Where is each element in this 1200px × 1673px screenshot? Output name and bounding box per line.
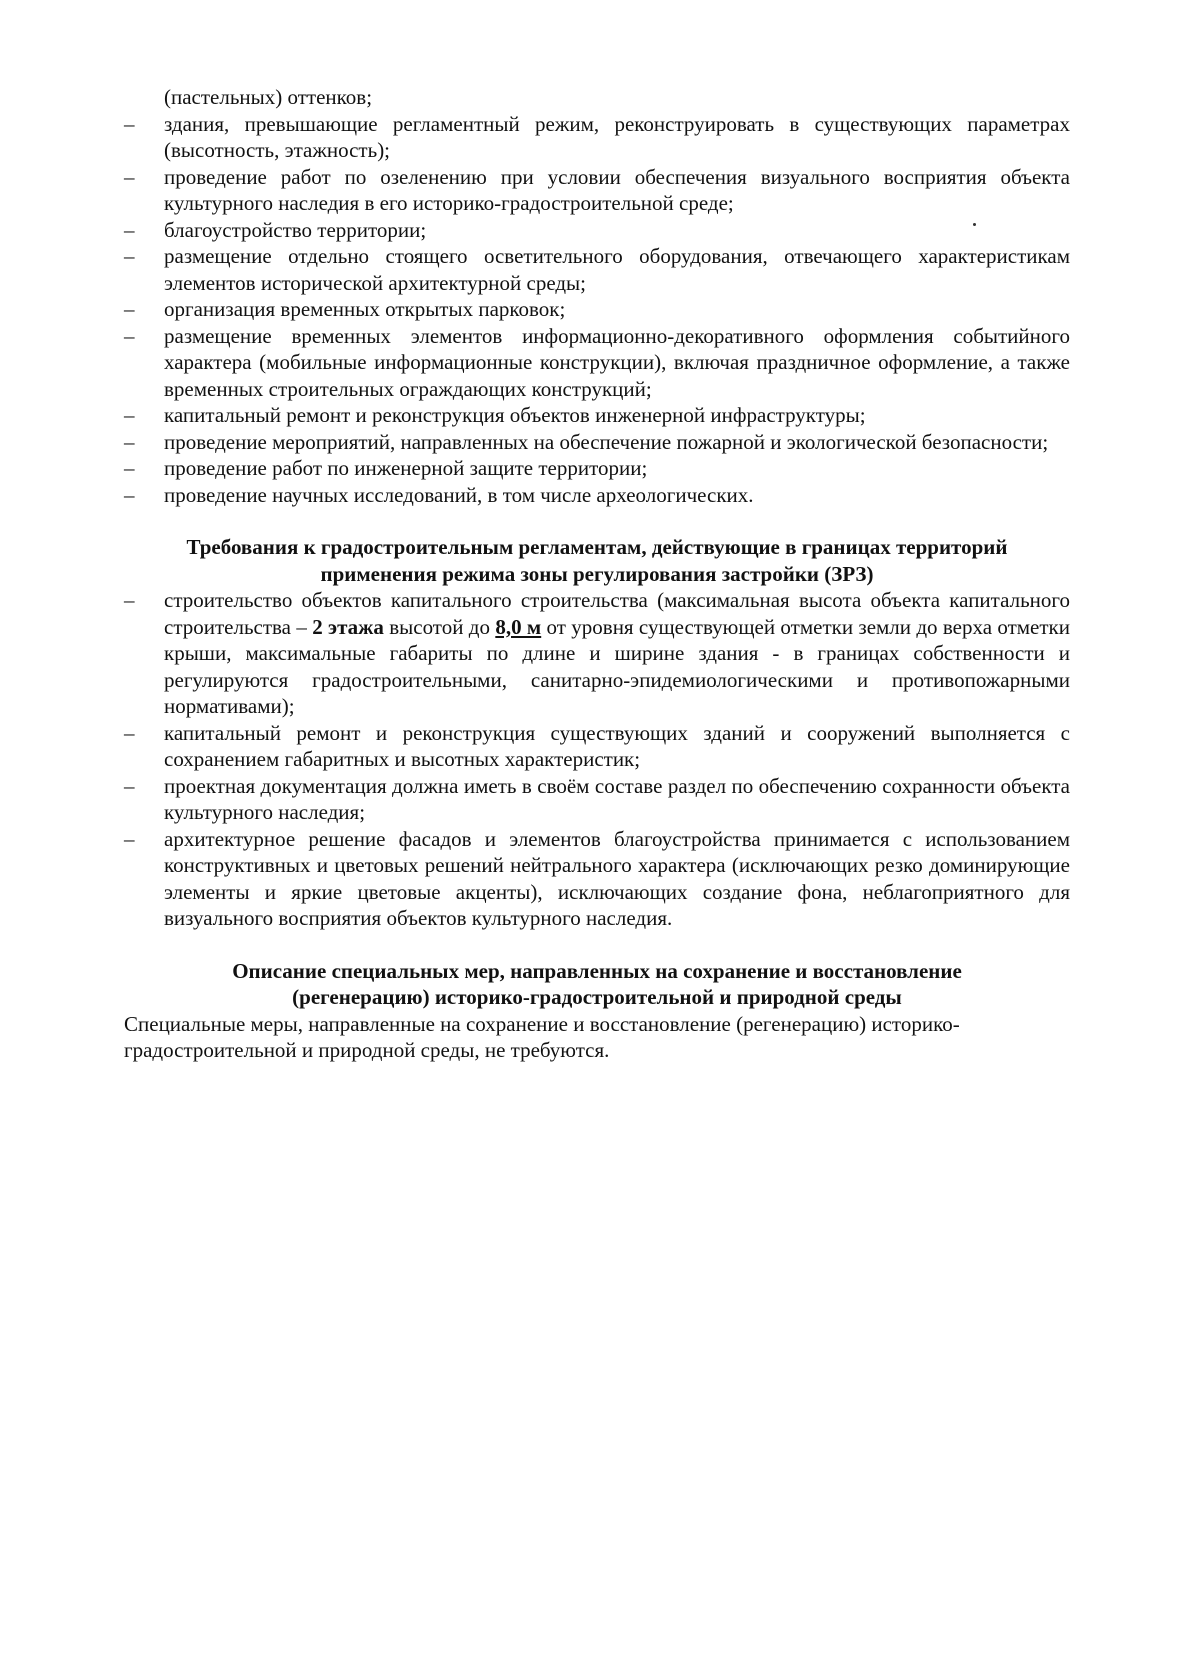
dash-bullet: – — [124, 429, 135, 454]
list-item — [124, 402, 1070, 429]
list-item — [124, 720, 1070, 773]
heading-line: Требования к градостроительным регламентам, действующие в границах территорий — [186, 535, 1008, 559]
dash-bullet: – — [124, 297, 135, 321]
scan-speck — [973, 223, 976, 226]
dash-bullet: – — [124, 111, 135, 136]
list-continuation-line: (пастельных) оттенков; — [164, 85, 373, 109]
dash-bullet: – — [124, 323, 135, 348]
list-item — [124, 323, 1070, 403]
list-item — [124, 243, 1070, 296]
list-item-text: капитальный ремонт и реконструкция объектов инженерной инфраструктуры; — [164, 403, 866, 427]
list-item — [124, 482, 1070, 509]
dash-bullet: – — [124, 482, 135, 507]
heading-line: Описание специальных мер, направленных на сохранение и восстановление — [232, 958, 962, 983]
dash-bullet: – — [124, 720, 135, 745]
dash-bullet: – — [124, 588, 135, 612]
list-item-text: здания, превышающие регламентный режим, реконструировать в существующих параметрах (высотность, этажность); — [164, 111, 1070, 162]
list-item-text: проведение научных исследований, в том числе археологических. — [164, 482, 754, 507]
permitted-works-list — [124, 111, 1070, 509]
heading-line: применения режима зоны регулирования застройки (ЗРЗ) — [320, 561, 874, 586]
max-floors-value: 2 этажа — [312, 614, 384, 639]
list-item — [124, 164, 1070, 217]
dash-bullet: – — [124, 826, 135, 851]
dash-bullet: – — [124, 217, 135, 242]
list-item — [124, 217, 1070, 244]
dash-bullet: – — [124, 244, 135, 268]
list-item-text: капитальный ремонт и реконструкция существующих зданий и сооружений выполняется с сохранением габаритных и высотных характеристик; — [164, 720, 1070, 771]
dash-bullet: – — [124, 164, 135, 189]
dash-bullet: – — [124, 456, 135, 480]
dash-bullet: – — [124, 773, 135, 798]
list-item-text: высотой до — [383, 614, 496, 639]
list-item — [124, 296, 1070, 323]
heading-line: (регенерацию) историко-градостроительной и природной среды — [292, 985, 902, 1009]
section-heading-special-measures — [124, 958, 1070, 1011]
list-item — [124, 455, 1070, 482]
list-item — [124, 826, 1070, 932]
list-item — [124, 111, 1070, 164]
list-item-text: проведение мероприятий, направленных на обеспечение пожарной и экологической безопасности; — [164, 429, 1049, 454]
list-item — [124, 429, 1070, 456]
list-item-text: от уровня существующей отметки земли до верха отметки крыши, максимальные габариты по длине и ширине здания - в границах собственности и регулируются градостроительными, санитарно-эпидемиологическими и противопожарными нормативами); — [164, 614, 1070, 718]
list-item-text: архитектурное решение фасадов и элементов благоустройства принимается с использованием конструктивных и цветовых решений нейтрального характера (исключающих резко доминирующие элементы и яркие цветовые акценты), исключающих создание фона, неблагоприятного для визуального восприятия объектов культурного наследия. — [164, 826, 1070, 930]
document-body — [124, 84, 1070, 1064]
list-item-text: проведение работ по озеленению при условии обеспечения визуального восприятия объекта культурного наследия в его историко-градостроительной среде; — [164, 164, 1070, 215]
list-item-text: размещение временных элементов информационно-декоративного оформления событийного характера (мобильные информационные конструкции), включая праздничное оформление, а также временных строительных ограждающих конструкций; — [164, 323, 1070, 401]
section-heading-zrz — [124, 534, 1070, 587]
list-item — [124, 773, 1070, 826]
list-item-text: размещение отдельно стоящего осветительного оборудования, отвечающего характеристикам элементов исторической архитектурной среды; — [164, 244, 1070, 295]
list-item-text: организация временных открытых парковок; — [164, 297, 566, 321]
list-item-text: строительство объектов капитального строительства (максимальная высота объекта капитального строительства – — [164, 588, 1070, 639]
special-measures-paragraph: Специальные меры, направленные на сохранение и восстановление (регенерацию) историко-градостроительной и природной среды, не требуются. — [124, 1011, 960, 1062]
list-item-text: благоустройство территории; — [164, 217, 427, 242]
zrz-requirements-list — [124, 587, 1070, 932]
dash-bullet: – — [124, 403, 135, 427]
list-item-text: проведение работ по инженерной защите территории; — [164, 456, 648, 480]
list-item — [124, 587, 1070, 720]
list-item-text: проектная документация должна иметь в своём составе раздел по обеспечению сохранности объекта культурного наследия; — [164, 773, 1070, 824]
max-height-value: 8,0 м — [495, 614, 542, 639]
